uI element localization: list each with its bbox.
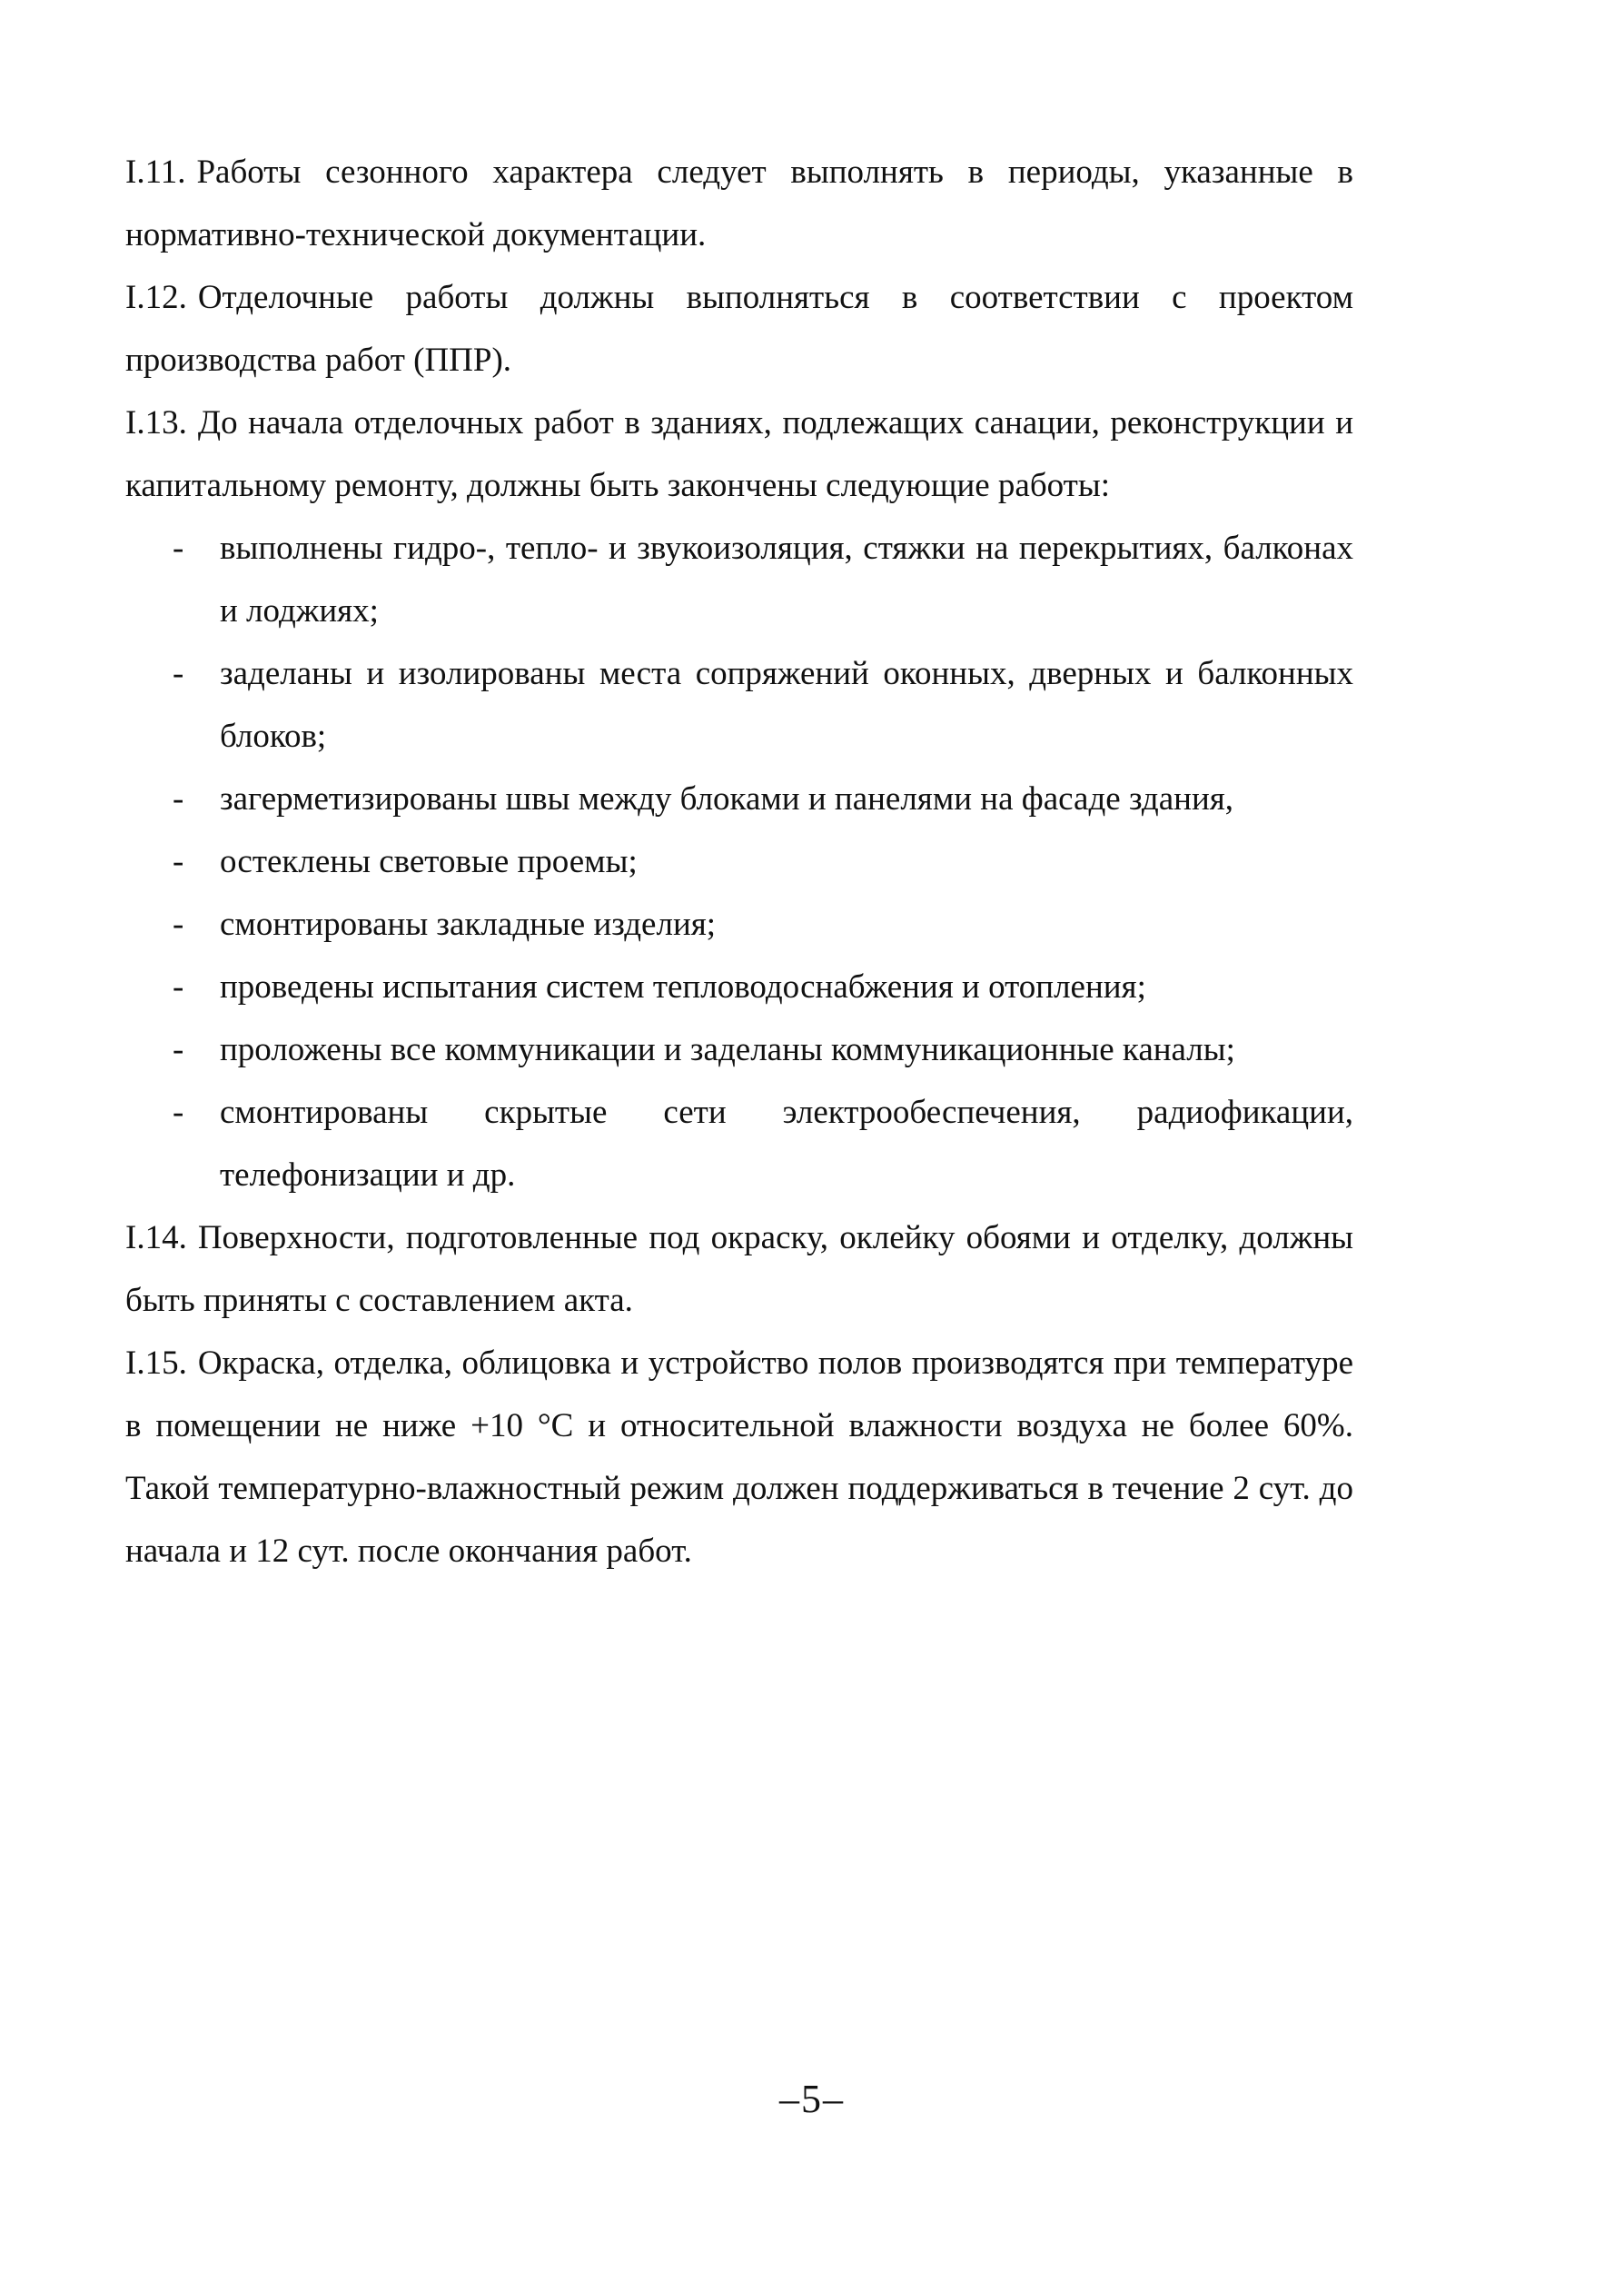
bullet-dash: -	[173, 655, 184, 692]
paragraph-text: Работы сезонного характера следует выполнять в периоды, указанные в нормативно-технической документации.	[125, 154, 1353, 253]
list-item	[125, 642, 1353, 768]
list-item	[125, 1081, 1353, 1206]
bullet-dash: -	[173, 530, 184, 567]
list-item	[125, 830, 1353, 893]
page-number: –5–	[779, 2077, 845, 2121]
paragraph-number: I.12.	[125, 279, 187, 316]
document-page	[125, 141, 1353, 1582]
list-item-text: выполнены гидро-, тепло- и звукоизоляция, стяжки на перекрытиях, балконах и лоджиях;	[220, 530, 1353, 630]
paragraph-number: I.11.	[125, 154, 186, 191]
paragraph-number: I.13.	[125, 404, 187, 442]
list-item	[125, 1018, 1353, 1081]
list-item-text: проведены испытания систем тепловодоснабжения и отопления;	[220, 968, 1146, 1006]
paragraph-1-13	[125, 392, 1353, 517]
bullet-dash: -	[173, 780, 184, 818]
bullet-dash: -	[173, 906, 184, 943]
list-item-text: загерметизированы швы между блоками и панелями на фасаде здания,	[220, 780, 1234, 818]
list-item	[125, 517, 1353, 642]
paragraph-text: До начала отделочных работ в зданиях, подлежащих санации, реконструкции и капитальному ремонту, должны быть закончены следующие работы:	[125, 404, 1353, 504]
paragraph-number: I.14.	[125, 1219, 187, 1256]
paragraph-1-12	[125, 266, 1353, 392]
paragraph-1-11	[125, 141, 1353, 266]
list-item	[125, 768, 1353, 830]
list-item-text: проложены все коммуникации и заделаны коммуникационные каналы;	[220, 1031, 1235, 1068]
paragraph-text: Окраска, отделка, облицовка и устройство полов производятся при температуре в помещении не ниже +10 °С и относительной влажности воздуха не более 60%. Такой температурно-влажностный режим должен поддерживаться в течение 2 сут. до начала и 12 сут. после окончания работ.	[125, 1344, 1353, 1570]
paragraph-1-15	[125, 1332, 1353, 1582]
bullet-dash: -	[173, 843, 184, 880]
list-item	[125, 956, 1353, 1018]
bullet-dash: -	[173, 1094, 184, 1131]
paragraph-number: I.15.	[125, 1344, 187, 1382]
preliminary-works-list	[125, 517, 1353, 1206]
bullet-dash: -	[173, 968, 184, 1006]
paragraph-1-14	[125, 1206, 1353, 1332]
list-item	[125, 893, 1353, 956]
list-item-text: смонтированы скрытые сети электрообеспечения, радиофикации, телефонизации и др.	[220, 1094, 1353, 1194]
paragraph-text: Поверхности, подготовленные под окраску, оклейку обоями и отделку, должны быть приняты с составлением акта.	[125, 1219, 1353, 1319]
list-item-text: остеклены световые проемы;	[220, 843, 638, 880]
bullet-dash: -	[173, 1031, 184, 1068]
list-item-text: заделаны и изолированы места сопряжений оконных, дверных и балконных блоков;	[220, 655, 1353, 755]
list-item-text: смонтированы закладные изделия;	[220, 906, 717, 943]
paragraph-text: Отделочные работы должны выполняться в соответствии с проектом производства работ (ППР).	[125, 279, 1353, 379]
